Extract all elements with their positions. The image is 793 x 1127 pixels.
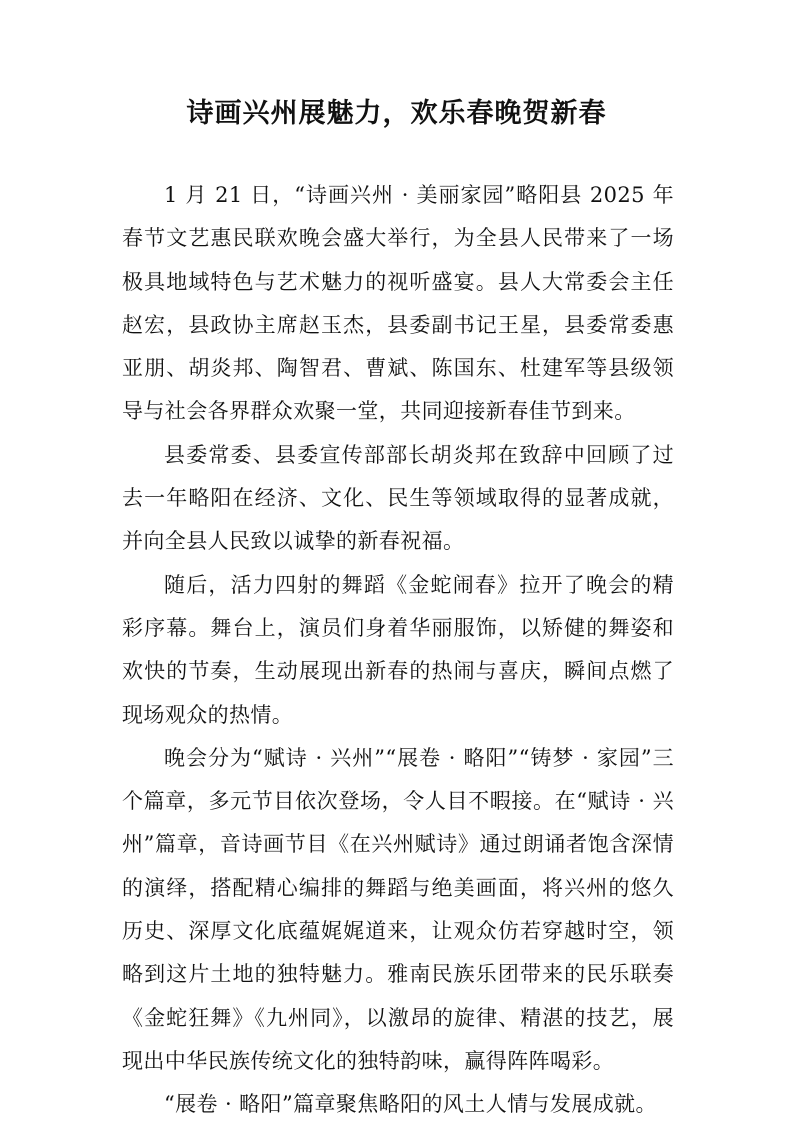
paragraph-4: 晚会分为“赋诗 · 兴州”“展卷 · 略阳”“铸梦 · 家园”三个篇章，多元节目依次登场，令人目不暇接。在“赋诗 · 兴州”篇章，音诗画节目《在兴州赋诗》通过朗诵者饱含深情的演绎，搭配精心编排的舞蹈与绝美画面，将兴州的悠久历史、深厚文化底蕴娓娓道来，让观众仿若穿越时空，领略到这片土地的独特魅力。雅南民族乐团带来的民乐联奏《金蛇狂舞》《九州同》，以激昂的旋律、精湛的技艺，展现出中华民族传统文化的独特韵味，赢得阵阵喝彩。	[122, 745, 674, 1073]
document-body	[122, 174, 674, 1127]
document-title: 诗画兴州展魅力，欢乐春晚贺新春	[186, 98, 607, 129]
paragraph-2: 县委常委、县委宣传部部长胡炎邦在致辞中回顾了过去一年略阳在经济、文化、民生等领域取得的显著成就，并向全县人民致以诚挚的新春祝福。	[122, 442, 674, 554]
paragraph-1: 1 月 21 日，“诗画兴州 · 美丽家园”略阳县 2025 年春节文艺惠民联欢晚会盛大举行，为全县人民带来了一场极具地域特色与艺术魅力的视听盛宴。县人大常委会主任赵宏，县政协主席赵玉杰，县委副书记王星，县委常委惠亚朋、胡炎邦、陶智君、曹斌、陈国东、杜建军等县级领导与社会各界群众欢聚一堂，共同迎接新春佳节到来。	[122, 183, 674, 424]
paragraph-5: “展卷 · 略阳”篇章聚焦略阳的风土人情与发展成就。	[164, 1092, 657, 1117]
paragraph-3: 随后，活力四射的舞蹈《金蛇闹春》拉开了晚会的精彩序幕。舞台上，演员们身着华丽服饰，以矫健的舞姿和欢快的节奏，生动展现出新春的热闹与喜庆，瞬间点燃了现场观众的热情。	[122, 572, 674, 727]
